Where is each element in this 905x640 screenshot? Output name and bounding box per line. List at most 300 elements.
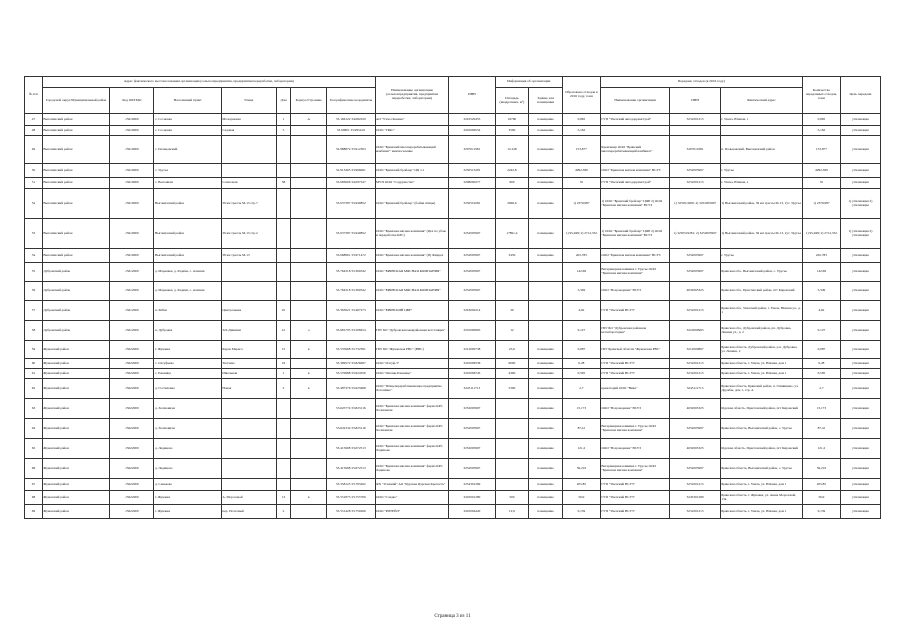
table-cell: Выгоничский район (42, 114, 109, 126)
table-cell: Ветеринарная клиника г. Урусье ООО "Брянская мясная компания" (600, 419, 669, 439)
table-cell: Брянская область, г. Жуковка, ул. Анны Морозовой, 13в (720, 491, 802, 505)
table-cell (495, 439, 529, 459)
table-cell: ООО "Брянская мясная компания" ВСУЗ (600, 164, 669, 178)
table-cell: 68 (25, 491, 43, 505)
table-cell: 25,6 (495, 341, 529, 359)
table-cell: 87,41 (802, 419, 840, 439)
table-cell: Выгоничский район (154, 189, 221, 219)
table-row (25, 399, 881, 419)
table-cell: помещение (529, 505, 563, 519)
table-cell: 53.551875 33.755706 (327, 491, 375, 505)
table-cell: 15612000 (110, 301, 154, 321)
table-cell: Дубровский район (42, 321, 109, 341)
table-cell: 1) Выгоничский район, 39 км трассы М-13, 2) г. Урусье (720, 189, 802, 219)
table-cell: 3245111713 (449, 379, 495, 399)
table-cell: ООО "Брянский бройлер" (бойня птицы) (375, 189, 449, 219)
table-row (25, 359, 881, 369)
table-cell: 0,087 (562, 341, 600, 359)
table-cell: с. Урусье (154, 164, 221, 178)
table-cell: 15622000 (110, 491, 154, 505)
table-cell (291, 249, 327, 263)
table-cell: помещение (529, 399, 563, 419)
data-sheet (24, 76, 881, 519)
table-row (25, 249, 881, 263)
table-row (25, 164, 881, 178)
table-cell (291, 439, 327, 459)
table-cell: 51 (25, 178, 43, 189)
table-cell: утилизация (840, 379, 880, 399)
table-cell: 3252005997 (670, 249, 721, 263)
table-cell (221, 419, 276, 439)
table-cell: 15610000 (110, 178, 154, 189)
table-row (25, 379, 881, 399)
table-cell: 53.487376 33.625668 (327, 379, 375, 399)
table-cell: утилизация (840, 439, 880, 459)
table-cell: 3245006745 (449, 369, 495, 379)
table-cell: 17891,4 (495, 219, 529, 249)
table-cell: 53.764318 33.360342 (327, 282, 375, 301)
table-cell: ФХ "Уснежий" АО "Курская Царская Крепость" (375, 479, 449, 491)
table-cell: 56 (25, 282, 43, 301)
table-cell: ООО "Брянский мясоперерабатывающий комбинат" межпоселение (375, 136, 449, 164)
table-cell (495, 282, 529, 301)
col-header-house: Дом (276, 88, 291, 114)
table-cell: 1) 3250519281 2) 3252005997 (670, 189, 721, 219)
table-cell: ООО "Брянская мясная компания" ферма КРС Лединово (375, 459, 449, 479)
table-cell: 153,877 (562, 136, 600, 164)
table-cell: 30 (495, 301, 529, 321)
table-cell: 15610000 (110, 136, 154, 164)
table-cell: утилизация (840, 321, 880, 341)
table-cell: 3245301280 (670, 491, 721, 505)
table-cell: д. Мареевка, д. Радичи, с. Алешня (154, 282, 221, 301)
table-cell: 35 (562, 178, 600, 189)
table-cell: утилизация (840, 505, 880, 519)
table-cell: 2,7 (562, 379, 600, 399)
table-cell: 3,162 (802, 126, 840, 136)
table-cell: ГУП "Унечский ВСУЗ" (600, 359, 669, 369)
table-row (25, 439, 881, 459)
table-cell: 15610000 (110, 249, 154, 263)
table-cell (276, 479, 291, 491)
table-cell: А. Морозовой (221, 491, 276, 505)
table-cell (291, 419, 327, 439)
table-cell: 0,28 (802, 359, 840, 369)
table-cell: ООО "Олсуф-3" (375, 359, 449, 369)
table-cell: Выгоничский район (42, 189, 109, 219)
table-cell: 1) 2379,987 (562, 189, 600, 219)
table-cell: ООО "Овсянк-Ржаница" (375, 369, 449, 379)
table-cell: 3210000965 (670, 321, 721, 341)
col-header-building: Корпус/Строение (291, 88, 327, 114)
table-cell: 15622000 (110, 341, 154, 359)
table-cell: 53.369572 33.826697 (327, 359, 375, 369)
col-header-no: № п/п (25, 77, 43, 114)
table-cell: утилизация (840, 126, 880, 136)
table-cell: 3231001215 (670, 178, 721, 189)
table-cell (291, 136, 327, 164)
table-cell (291, 459, 327, 479)
table-cell: 13 (276, 491, 291, 505)
table-cell: ГБУ БО "Дубровская районная ветлаборатория" (600, 321, 669, 341)
table-cell (291, 359, 327, 369)
table-cell: помещение (529, 189, 563, 219)
table-cell: ГУП "Унечский ВСУЗ" (600, 369, 669, 379)
table-cell: 3210000965 (449, 321, 495, 341)
table-cell: 3245111713 (670, 379, 721, 399)
table-cell: 1) 95,948; 2) 2712,332 (802, 219, 840, 249)
table-cell (495, 459, 529, 479)
table-cell: ООО "БРЯНСКИЙ ЦВР" (375, 301, 449, 321)
table-cell (276, 219, 291, 249)
table-cell: ООО "Возрождение" ВСУЗ (600, 282, 669, 301)
table-cell: 53.764318 33.360342 (327, 263, 375, 282)
table-cell: 1 (276, 369, 291, 379)
table-cell: помещение (529, 249, 563, 263)
table-cell: 3208000277 (449, 178, 495, 189)
table-cell: 2669,6 (495, 189, 529, 219)
table-cell: 3231001215 (670, 114, 721, 126)
table-cell: 5 (276, 126, 291, 136)
table-cell: 15622000 (110, 359, 154, 369)
table-cell: 4992,389 (562, 164, 600, 178)
table-cell: утилизация (840, 399, 880, 419)
table-cell: 53.037387 33.949852 (327, 189, 375, 219)
table-cell: 0,127 (562, 321, 600, 341)
table-cell: д. Сеньково (154, 479, 221, 491)
table-row (25, 341, 881, 359)
table-cell: 66 (25, 459, 43, 479)
table-cell (291, 164, 327, 178)
table-cell: 0,087 (802, 341, 840, 359)
table-cell: Карла Маркса (221, 341, 276, 359)
table-cell: ГБУ Брянской области "Жуковская РВС" (600, 341, 669, 359)
table-cell: 3250519281 (449, 189, 495, 219)
table-body (25, 114, 881, 519)
table-cell (276, 136, 291, 164)
table-cell: Кремлевер ООО "Брянский мясоперерабатывающий комбинат" (600, 136, 669, 164)
table-cell (221, 263, 276, 282)
table-cell: 3245006554 (449, 126, 495, 136)
table-cell: ООО "Возрождение" ВСУЗ (600, 439, 669, 459)
table-cell: 45 (276, 301, 291, 321)
table-cell (529, 301, 563, 321)
table-cell: помещение (529, 491, 563, 505)
table-cell: Выгоничский район (42, 126, 109, 136)
table-row (25, 479, 881, 491)
col-header-oktmo: Код ОКТМО (110, 88, 154, 114)
table-cell: ООО "Брянская мясная компания" (Цех по убою и переработке КРС) (375, 219, 449, 249)
table-cell: помещение (529, 379, 563, 399)
table-cell: в (291, 369, 327, 379)
table-cell (276, 263, 291, 282)
table-row (25, 459, 881, 479)
table-cell (276, 249, 291, 263)
table-cell: 57 (25, 301, 43, 321)
table-cell: Жуковский район (42, 399, 109, 419)
table-cell: Жуковский район (42, 379, 109, 399)
table-cell: помещение (529, 219, 563, 249)
table-cell: Выгоничский район (42, 249, 109, 263)
table-row (25, 369, 881, 379)
table-cell: Тютчева (221, 359, 276, 369)
table-cell: Совхозная (221, 178, 276, 189)
table-cell: утилизация (840, 301, 880, 321)
table-cell: 3,162 (562, 126, 600, 136)
table-row (25, 491, 881, 505)
col-header-area: Площадь (квадратных, м²) (495, 88, 529, 114)
table-cell: ООО "ГРАС" (375, 126, 449, 136)
table-cell: 3252005997 (670, 459, 721, 479)
table-cell: Ветеринарная клиника г. Урусье ООО "Брянская мясная компания" (600, 263, 669, 282)
table-cell: 3207011981 (670, 136, 721, 164)
table-row (25, 136, 881, 164)
table-cell (529, 321, 563, 341)
table-cell: 16790 (495, 114, 529, 126)
table-row (25, 321, 881, 341)
table-cell: Брянская область, г. Унеча, ул. Южная, дом 1 (720, 369, 802, 379)
table-cell (495, 399, 529, 419)
table-cell: ООО "Брянская мясная компания" ВСУЗ (600, 249, 669, 263)
table-cell: МУП ООО "Содружество" (375, 178, 449, 189)
table-cell: Брянская обл., Пристенский район, пгт Кировский (720, 282, 802, 301)
table-cell: 3252005997 (449, 263, 495, 282)
table-cell: 3250515281 (449, 164, 495, 178)
table-cell: Курская область, Пристенский район, пгт Кировский (720, 399, 802, 419)
table-row (25, 282, 881, 301)
table-cell: г. Урусье (720, 249, 802, 263)
table-cell: Брянская область, Дубровский район, р.п. Дубровка, ул. Ленина, 2 (720, 341, 802, 359)
table-cell: помещение (529, 439, 563, 459)
table-cell: 15622000 (110, 479, 154, 491)
table-cell: 0,127 (802, 321, 840, 341)
table-cell: 53.570988 33.924356 (327, 369, 375, 379)
table-cell: 1) ООО "Брянский бройлер" ЦФР 2) ООО "Брянская мясная компания" ВСУЗ (600, 219, 669, 249)
table-cell: 3212000867 (670, 341, 721, 359)
table-cell: 0,159 (562, 505, 600, 519)
table-cell: ООО "Брянский бройлер" ЦЦ 1-1 (375, 164, 449, 178)
table-cell: г. Жуковка (154, 341, 221, 359)
table-cell: ГУП "Унечский ВСУЗ" (600, 491, 669, 505)
table-cell: утилизация (840, 178, 880, 189)
table-cell: 3207011981 (449, 136, 495, 164)
table-cell: ООО "БРЯНСКАЯ МЯСНАЯ КОМПАНИЯ" (375, 263, 449, 282)
table-cell: 1) утилизация 2) утилизация (840, 219, 880, 249)
table-cell: 58 (276, 178, 291, 189)
table-cell: утилизация (840, 114, 880, 126)
table-cell: 4632065325 (670, 399, 721, 419)
table-cell: помещение (529, 341, 563, 359)
table-cell (276, 439, 291, 459)
table-cell: 53.037387 33.949852 (327, 219, 375, 249)
table-cell (276, 282, 291, 301)
table-cell: г. Унеча, Южная, 1 (720, 114, 802, 126)
table-cell: Брянская обл., Выгоничский район, с. Урусье (720, 263, 802, 282)
table-cell: ООО "БРЯНСКАЯ МЯСНАЯ КОМПАНИЯ" (375, 282, 449, 301)
table-cell (221, 439, 276, 459)
table-cell: утилизация (840, 164, 880, 178)
table-cell: 15622000 (110, 459, 154, 479)
table-cell: 3231001215 (670, 479, 721, 491)
table-cell: 15622000 (110, 369, 154, 379)
table-cell: 15622000 (110, 419, 154, 439)
table-cell: 56,9 (562, 491, 600, 505)
table-cell: 3252005997 (670, 263, 721, 282)
table-cell: 52.988872 33.912363 (327, 136, 375, 164)
table-cell: 0,865 (802, 114, 840, 126)
table-cell: 16 (276, 359, 291, 369)
col-header-settlement: Населенный пункт (154, 88, 221, 114)
table-cell: 3500 (495, 126, 529, 136)
table-row (25, 301, 881, 321)
table-cell (291, 399, 327, 419)
table-cell: 3243520455 (449, 114, 495, 126)
table-cell: 12 (495, 321, 529, 341)
table-cell: ГУП "Унечский ВСУЗ" (600, 301, 669, 321)
table-cell: помещение (529, 136, 563, 164)
col-header-recv-addr: Фактический адрес (720, 88, 802, 114)
table-cell: 1) 3250519281; 2) 3252005997 (670, 219, 721, 249)
table-cell: Жуковский район (42, 341, 109, 359)
table-cell: утилизация (840, 479, 880, 491)
table-cell: 4632065325 (670, 439, 721, 459)
table-cell: 3252005997 (670, 164, 721, 178)
table-cell: 53.625774 33.823116 (327, 399, 375, 419)
table-cell: Брянская обл., Дубровский район, рп. Дубровка, Ленина ул., д. 2 (720, 321, 802, 341)
table-cell: 1 (276, 114, 291, 126)
table-cell: Молодежная (221, 114, 276, 126)
table-cell (495, 479, 529, 491)
table-cell: Жуковский район (42, 359, 109, 369)
table-cell: 41 (276, 321, 291, 341)
table-cell: Центральная (221, 301, 276, 321)
table-cell: 49 (25, 136, 43, 164)
table-cell: ООО "Брянская мясная компания" (П) Фидцех (375, 249, 449, 263)
table-cell: 2242,8 (495, 164, 529, 178)
table-cell: 56,9 (802, 491, 840, 505)
table-cell: ГБУ БО "Дубровская межрайонная ветстанция" (375, 321, 449, 341)
table-cell: утилизация (840, 491, 880, 505)
table-cell: 64 (25, 419, 43, 439)
table-cell: 202,783 (802, 249, 840, 263)
table-cell (291, 189, 327, 219)
table-cell: 3245006536 (449, 359, 495, 369)
table-cell: 3252005997 (449, 459, 495, 479)
table-cell: 38 км трассы М-13 (221, 249, 276, 263)
table-cell: Выгоничский район (42, 164, 109, 178)
table-cell (291, 282, 327, 301)
col-header-inn: ИНН (449, 77, 495, 114)
table-cell (276, 419, 291, 439)
table-cell: утилизация (840, 459, 880, 479)
table-cell: с. Сосновка (154, 126, 221, 136)
table-cell: Брянская обл., Унечский район, г. Унеча, Южная ул., д. 1 (720, 301, 802, 321)
table-cell: утилизация (840, 249, 880, 263)
table-cell: 15612000 (110, 263, 154, 282)
table-cell: помещение (529, 479, 563, 491)
group-header-address: Адрес фактического местоположения организации (сельхозпредприятия, предприятия переработки, лаборатории) (42, 77, 375, 88)
table-cell: Жуковский район (42, 491, 109, 505)
table-cell: 65 (25, 439, 43, 459)
table-cell: Дубровский район (42, 263, 109, 282)
table-cell: 3245001280 (449, 491, 495, 505)
table-cell: 3252005997 (449, 282, 495, 301)
table-cell: 52.913465 33.966061 (327, 164, 375, 178)
table-cell (221, 399, 276, 419)
table-cell: 53.415998 33.672513 (327, 439, 375, 459)
table-cell: 0,159 (802, 505, 840, 519)
table-cell: 39 км трассы М-13 стр.2 (221, 219, 276, 249)
table-cell: 39,219 (562, 459, 600, 479)
group-header-transfer: Передано отходов (в 2016 году) (600, 77, 802, 88)
table-cell: 52 (25, 189, 43, 219)
table-cell (529, 282, 563, 301)
table-cell: в (291, 341, 327, 359)
table-cell: Выгоничский район (42, 178, 109, 189)
waste-register-table (24, 76, 881, 519)
table-cell: утилизация (840, 263, 880, 282)
table-cell: 3231001215 (670, 301, 721, 321)
table-cell: ООО "Возрождение" ВСУЗ (600, 399, 669, 419)
table-cell: помещение (529, 114, 563, 126)
table-cell (495, 419, 529, 439)
table-cell: 3212000738 (449, 341, 495, 359)
table-cell: д. Гостиловка (154, 379, 221, 399)
col-header-org-name: Наименование организации (сельхозпредприятия, предприятия переработки, лаборатории) (375, 77, 449, 114)
table-cell: 48 (25, 126, 43, 136)
table-cell: помещение (529, 419, 563, 439)
table-cell: ООО "РИТЕЙЛ" (375, 505, 449, 519)
table-cell: ООО "Брянская мясная компания" ферма КРС Холмовичи (375, 399, 449, 419)
table-cell: 4632065325 (670, 282, 721, 301)
table-row (25, 178, 881, 189)
table-cell: 3252005997 (449, 249, 495, 263)
table-cell: 4300 (495, 369, 529, 379)
table-cell: Жуковский район (42, 505, 109, 519)
table-cell: утилизация (840, 282, 880, 301)
table-cell: АО "Учхоз Кокино" (375, 114, 449, 126)
group-header-org-info: Информация об организации (495, 77, 562, 88)
table-cell: Ветеринарная клиника г. Урусье ООО "Брянская мясная компания" (600, 459, 669, 479)
table-cell: 15 (276, 341, 291, 359)
table-cell: Выгоничский район (154, 249, 221, 263)
table-cell: помещение (529, 164, 563, 178)
table-cell: Жуковский район (42, 439, 109, 459)
table-cell: ГУП "Унечский ВСУЗ" (600, 505, 669, 519)
table-cell: ООО "Брянская мясная компания" ферма КРС Лединово (375, 439, 449, 459)
table-cell (291, 178, 327, 189)
table-cell: п. Дубровка (154, 321, 221, 341)
table-cell (291, 126, 327, 136)
col-header-recv-name: Наименование организации (600, 88, 669, 114)
table-cell: 53.415998 33.672513 (327, 459, 375, 479)
table-cell: 53.083606 34.097347 (327, 178, 375, 189)
table-cell: д. Холмовичи (154, 399, 221, 419)
table-cell: Садовая (221, 126, 276, 136)
table-cell: Выгоничский район (154, 219, 221, 249)
table-cell: 205,85 (562, 479, 600, 491)
table-cell: Жуковский район (42, 459, 109, 479)
table-cell: Выгоничский район (42, 136, 109, 164)
table-cell: 0,595 (802, 369, 840, 379)
table-cell: 3252005997 (670, 419, 721, 439)
table-cell: 1) ООО "Брянский бройлер" ЦФР 2) ООО "Брянская мясная компания" ВСУЗ (600, 189, 669, 219)
table-cell: 53.681795 33.508454 (327, 321, 375, 341)
table-cell: 39 км трассы М-13 стр.7 (221, 189, 276, 219)
table-row (25, 189, 881, 219)
col-header-coords: Географические координаты (327, 88, 375, 114)
table-cell: 500 (495, 491, 529, 505)
